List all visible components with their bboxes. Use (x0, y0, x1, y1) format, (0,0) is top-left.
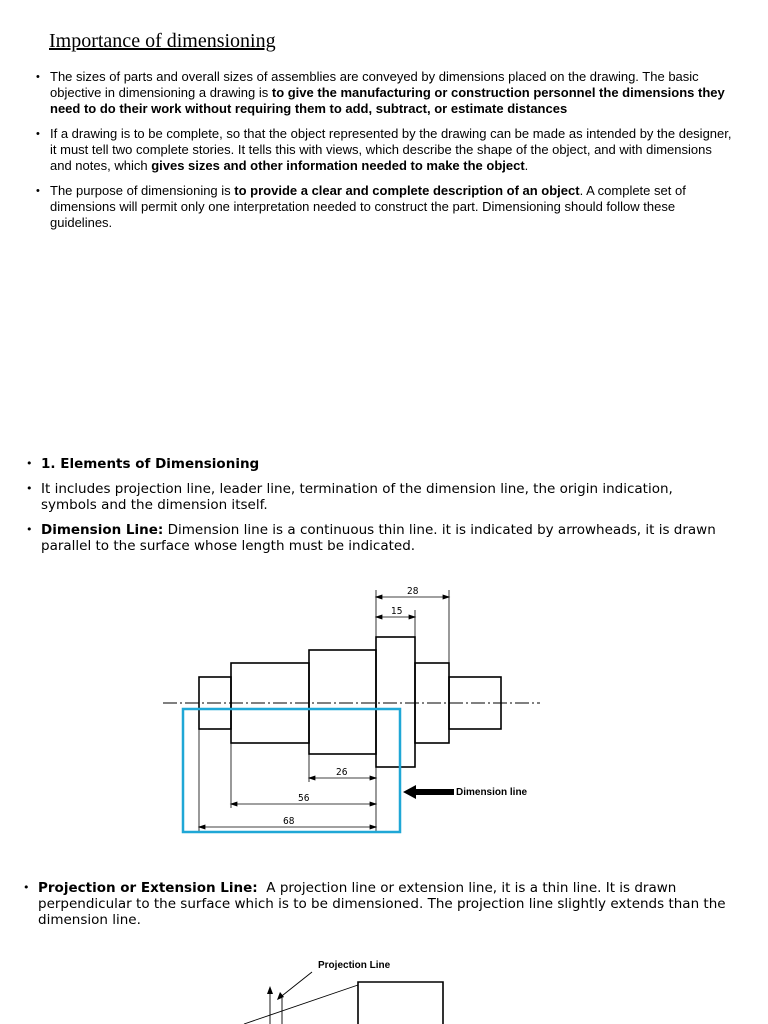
bullet-icon: • (26, 457, 33, 470)
bullet-icon: • (26, 482, 33, 495)
callout-arrow-icon (403, 785, 454, 799)
list-item: • Projection or Extension Line: A projection line or extension line, it is a thin line. It is drawn perpendicular to the surface which is to be dimensioned. The projection line slightly extends than the dimension line. (23, 880, 730, 928)
bullet-icon: • (36, 128, 40, 140)
bullet-icon: • (23, 881, 30, 894)
list-item: • The purpose of dimensioning is to provide a clear and complete description of an object. A complete set of dimensions will permit only one interpretation needed to construct the part. Dimensioning should follow these guidelines. (36, 183, 686, 230)
dim-label-68: 68 (283, 816, 295, 827)
highlight-box (183, 709, 400, 832)
list-item: • The sizes of parts and overall sizes of assemblies are conveyed by dimensions placed on the drawing. The basic objective in dimensioning a drawing is to give the manufacturing or construction personnel the dimensions they need to do their work without requiring them to add, subtract, or estimate distances (36, 69, 725, 116)
projection-figure (244, 972, 443, 1024)
page-title: Importance of dimensioning (49, 30, 276, 52)
bullet-icon: • (36, 71, 40, 83)
list-item: • If a drawing is to be complete, so that the object represented by the drawing can be made as intended by the designer, it must tell two complete stories. It tells this with views, which describe the shape of the object, and with dimensions and notes, which gives sizes and other information needed to make the object. (36, 126, 732, 173)
projection-bullet-list (25, 880, 735, 928)
shaft-outline (199, 637, 501, 767)
dim-label-28: 28 (407, 586, 419, 597)
list-item: • Dimension Line: Dimension line is a continuous thin line. it is indicated by arrowheads, it is drawn parallel to the surface whose length must be indicated. (26, 522, 716, 554)
dim-label-56: 56 (298, 793, 310, 804)
bullet-icon: • (26, 523, 33, 536)
dim-label-15: 15 (391, 606, 403, 617)
bullet-icon: • (36, 185, 40, 197)
callout-projection-line: Projection Line (318, 960, 391, 971)
dim-label-26: 26 (336, 767, 348, 778)
section-heading: 1. Elements of Dimensioning (41, 456, 260, 472)
list-item: • It includes projection line, leader line, termination of the dimension line, the origin indication, symbols and the dimension itself. (26, 481, 673, 513)
callout-dimension-line: Dimension line (456, 787, 528, 798)
